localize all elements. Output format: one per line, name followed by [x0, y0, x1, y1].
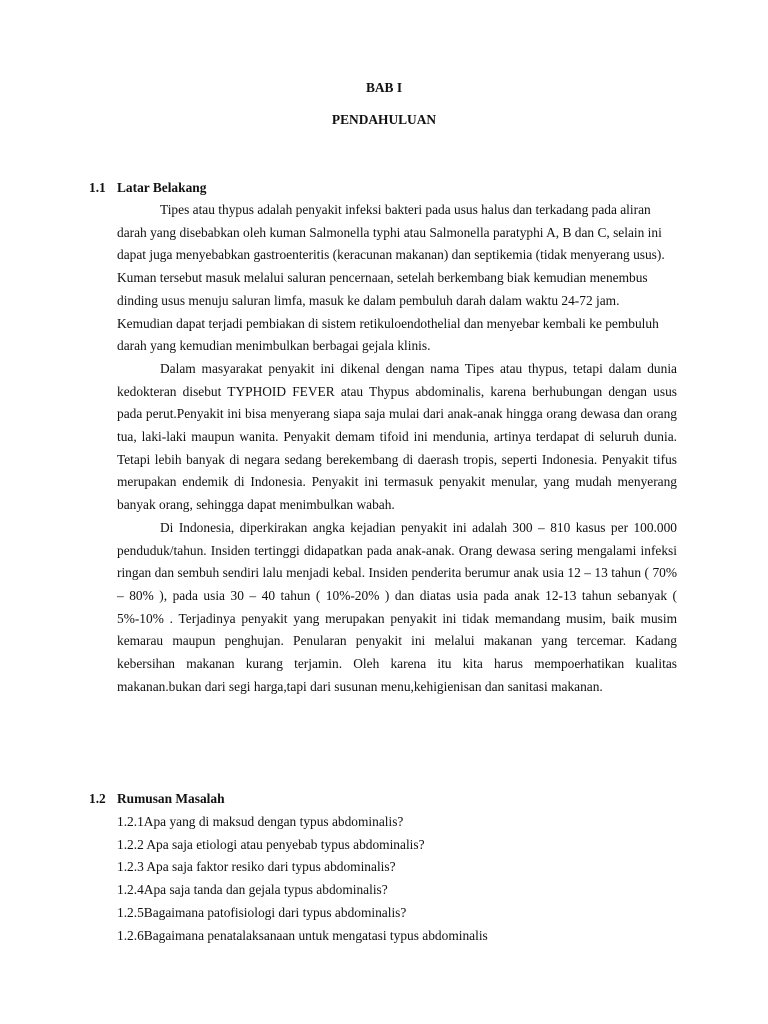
list-item: 1.2.1Apa yang di maksud dengan typus abdominalis?	[117, 814, 404, 829]
list-item: 1.2.3 Apa saja faktor resiko dari typus abdominalis?	[117, 859, 396, 875]
list-item: 1.2.6Bagaimana penatalaksanaan untuk mengatasi typus abdominalis	[117, 927, 488, 943]
paragraph-society: Dalam masyarakat penyakit ini dikenal dengan nama Tipes atau thypus, tetapi dalam dunia kedokteran disebut TYPHOID FEVER atau Thypus abdominalis, karena berhubungan dengan usus pada perut.Penyakit ini bisa menyerang siapa saja mulai dari anak-anak hingga orang dewasa dan orang tua, laki-laki maupun wanita. Penyakit demam tifoid ini mendunia, artinya terdapat di seluruh dunia. Tetapi lebih banyak di negara sedang berekembang di daerash tropis, seperti Indonesia. Penyakit tifus merupakan endemik di Indonesia. Penyakit ini termasuk penyakit menular, yang mudah menyerang banyak orang, sehingga dapat menimbulkan wabah.	[117, 360, 677, 513]
list-item: 1.2.5Bagaimana patofisiologi dari typus abdominalis?	[117, 904, 407, 920]
section-heading-latar-belakang	[89, 180, 206, 196]
list-item: 1.2.2 Apa saja etiologi atau penyebab typus abdominalis?	[117, 836, 425, 852]
paragraph-indonesia: Di Indonesia, diperkirakan angka kejadian penyakit ini adalah 300 – 810 kasus per 100.000 penduduk/tahun. Insiden tertinggi didapatkan pada anak-anak. Orang dewasa sering mengalami infeksi ringan dan sembuh sendiri lalu menjadi kebal. Insiden penderita berumur anak usia 12 – 13 tahun ( 70% – 80% ), pada usia 30 – 40 tahun ( 10%-20% ) dan diatas usia pada anak 12-13 tahun sebanyak ( 5%-10% . Terjadinya penyakit yang merupakan penyakit ini tidak memandang musim, baik musim kemarau maupun penghujan. Penularan penyakit ini melalui makanan yang tercemar. Kadang kebersihan makanan kurang terjamin. Oleh karena itu kita harus mempoerhatikan kualitas makanan.bukan dari segi harga,tapi dari susunan menu,kehigienisan dan sanitasi makanan.	[117, 519, 677, 694]
section-heading-rumusan-masalah	[89, 791, 225, 807]
section-title: Rumusan Masalah	[117, 791, 225, 806]
chapter-title: PENDAHULUAN	[331, 112, 437, 127]
section-number: 1.2	[89, 791, 106, 806]
paragraph-definition: Tipes atau thypus adalah penyakit infeksi bakteri pada usus halus dan terkadang pada aliran darah yang disebabkan oleh kuman Salmonella typhi atau Salmonella paratyphi A, B dan C, selain ini dapat juga menyebabkan gastroenteritis (keracunan makanan) dan septikemia (tidak menyerang usus). Kuman tersebut masuk melalui saluran pencernaan, setelah berkembang biak kemudian menembus dinding usus menuju saluran limfa, masuk ke dalam pembuluh darah dalam waktu 24-72 jam. Kemudian dapat terjadi pembiakan di sistem retikuloendothelial dan menyebar kembali ke pembuluh darah yang kemudian menimbulkan berbagai gejala klinis.	[117, 202, 665, 354]
section-title: Latar Belakang	[117, 180, 207, 195]
section-number: 1.1	[89, 180, 106, 195]
latar-belakang-body	[117, 199, 677, 698]
chapter-number: BAB I	[365, 80, 403, 95]
rumusan-masalah-list	[117, 811, 488, 947]
list-item: 1.2.4Apa saja tanda dan gejala typus abdominalis?	[117, 882, 388, 898]
